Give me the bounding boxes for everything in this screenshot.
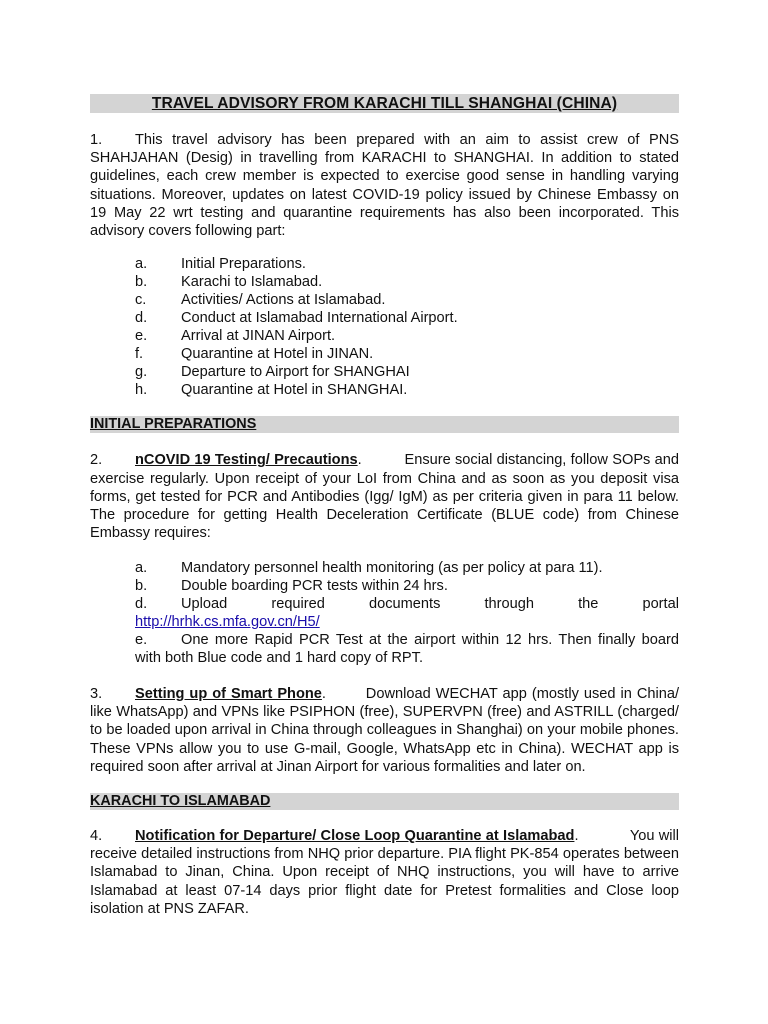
section-heading-karachi-to-islamabad: KARACHI TO ISLAMABAD	[90, 793, 679, 810]
document-title: TRAVEL ADVISORY FROM KARACHI TILL SHANGHAI (CHINA)	[90, 94, 679, 113]
list-item: h. Quarantine at Hotel in SHANGHAI.	[135, 381, 408, 398]
paragraph-number: 3.	[90, 685, 103, 702]
paragraph-text: You will receive detailed instructions from NHQ prior departure. PIA flight PK-854 operates between Islamabad to Jinan, China. Upon receipt of NHQ instructions, you will have to arrive Islamabad at least 07-14 days prior flight date for Pretest formalities and Close loop isolation at PNS ZAFAR.	[90, 827, 679, 917]
list-item: f. Quarantine at Hotel in JINAN.	[135, 345, 374, 362]
list-item: e. One more Rapid PCR Test at the airport within 12 hrs. Then finally board with both Blue code and 1 hard copy of RPT.	[135, 632, 679, 667]
list-item: b. Double boarding PCR tests within 24 hrs.	[135, 578, 448, 595]
list-item: c. Activities/ Actions at Islamabad.	[135, 292, 386, 309]
paragraph-3: 3. Setting up of Smart Phone. Download WECHAT app (mostly used in China/ like WhatsApp) and VPNs like PSIPHON (free), SUPERVPN (free) and ASTRILL (charged/ to be loaded upon arrival in China through colleagues in Shanghai) on your mobile phones. These VPNs allow you to use G-mail, Google, WhatsApp etc in China). WECHAT app is required soon after arrival at Jinan Airport for various formalities and later on.	[90, 685, 680, 775]
list-item: b. Karachi to Islamabad.	[135, 274, 323, 291]
paragraph-heading: nCOVID 19 Testing/ Precautions	[135, 452, 358, 469]
paragraph-number: 2.	[90, 452, 103, 469]
paragraph-text: Download WECHAT app (mostly used in China/ like WhatsApp) and VPNs like PSIPHON (free), SUPERVPN (free) and ASTRILL (charged/ to be loaded upon arrival in China through colleagues in Shanghai) on your mobile phones. These VPNs allow you to use G-mail, Google, WhatsApp etc in China). WECHAT app is required soon after arrival at Jinan Airport for various formalities and later on.	[90, 685, 680, 775]
list-item: a. Mandatory personnel health monitoring (as per policy at para 11).	[135, 560, 603, 577]
list-item: g. Departure to Airport for SHANGHAI	[135, 363, 410, 380]
paragraph-heading: Notification for Departure/ Close Loop Quarantine at Islamabad	[135, 827, 575, 844]
paragraph-text: This travel advisory has been prepared with an aim to assist crew of PNS SHAHJAHAN (Desig) in travelling from KARACHI to SHANGHAI. In addition to stated guidelines, each crew member is expected to exercise good sense in handling varying situations. Moreover, updates on latest COVID-19 policy issued by Chinese Embassy on 19 May 22 wrt testing and quarantine requirements has also been incorporated. This advisory covers following part:	[90, 132, 679, 240]
advisory-parts-list	[90, 256, 679, 399]
paragraph-heading: Setting up of Smart Phone	[135, 685, 322, 702]
section-heading-initial-preparations: INITIAL PREPARATIONS	[90, 416, 679, 433]
portal-link[interactable]: http://hrhk.cs.mfa.gov.cn/H5/	[135, 614, 320, 631]
paragraph-2: 2. nCOVID 19 Testing/ Precautions. Ensure social distancing, follow SOPs and exercise regularly. Upon receipt of your LoI from China and as soon as you deposit visa forms, get tested for PCR and Antibodies (Igg/ IgM) as per criteria given in para 11 below. The procedure for getting Health Deceleration Certificate (BLUE code) from Chinese Embassy requires:	[90, 452, 679, 542]
list-item: a. Initial Preparations.	[135, 256, 306, 273]
paragraph-4: 4. Notification for Departure/ Close Loop Quarantine at Islamabad. You will receive detailed instructions from NHQ prior departure. PIA flight PK-854 operates between Islamabad to Jinan, China. Upon receipt of NHQ instructions, you will have to arrive Islamabad at least 07-14 days prior flight date for Pretest formalities and Close loop isolation at PNS ZAFAR.	[90, 827, 679, 917]
document-page	[90, 94, 679, 918]
list-item: d. Upload required documents through the portal http://hrhk.cs.mfa.gov.cn/H5/	[135, 596, 679, 631]
health-requirements-list	[90, 560, 679, 667]
paragraph-number: 1.	[90, 132, 103, 148]
paragraph-1	[90, 131, 679, 240]
paragraph-number: 4.	[90, 827, 103, 844]
list-item: d. Conduct at Islamabad International Airport.	[135, 309, 458, 326]
list-item: e. Arrival at JINAN Airport.	[135, 327, 336, 344]
paragraph-text: Ensure social distancing, follow SOPs and exercise regularly. Upon receipt of your LoI from China and as soon as you deposit visa forms, get tested for PCR and Antibodies (Igg/ IgM) as per criteria given in para 11 below. The procedure for getting Health Deceleration Certificate (BLUE code) from Chinese Embassy requires:	[90, 452, 679, 542]
